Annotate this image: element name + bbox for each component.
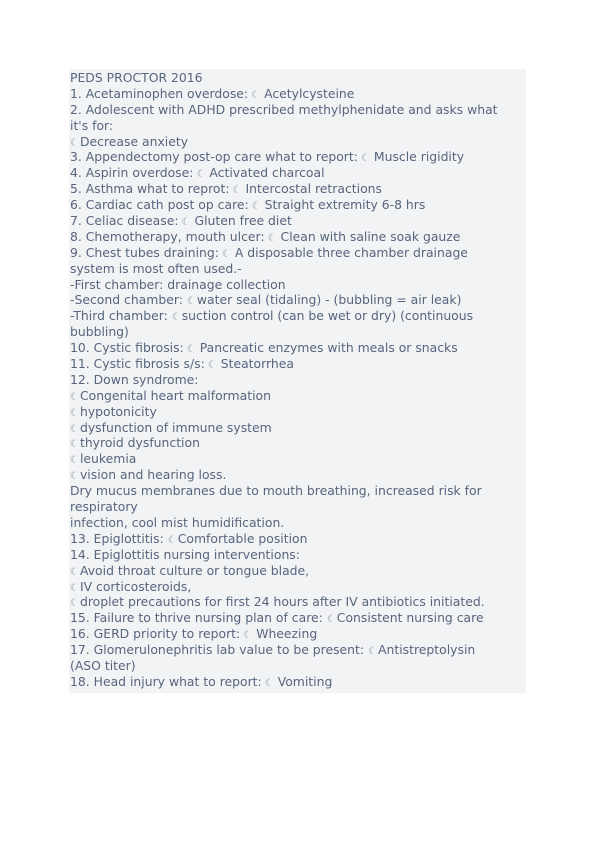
note-line <box>70 579 526 595</box>
note-line <box>70 197 526 213</box>
note-text: 1. Acetaminophen overdose: <box>70 85 249 101</box>
moon-bullet-icon: ☾ <box>360 153 370 165</box>
moon-bullet-icon: ☾ <box>264 677 274 689</box>
moon-bullet-icon: ☾ <box>70 423 79 435</box>
note-line <box>70 451 526 467</box>
note-answer: IV corticosteroids, <box>79 578 192 594</box>
moon-bullet-icon: ☾ <box>70 471 79 483</box>
note-answer: Comfortable position <box>177 530 308 546</box>
note-text: 13. Epiglottitis: <box>70 530 164 546</box>
note-text: 6. Cardiac cath post op care: <box>70 197 249 213</box>
note-text: 7. Celiac disease: <box>70 213 179 229</box>
note-line <box>70 610 526 626</box>
note-answer: Intercostal retractions <box>245 181 382 197</box>
note-line <box>70 277 526 293</box>
moon-bullet-icon: ☾ <box>70 566 79 578</box>
note-answer: Muscle rigidity <box>373 149 465 165</box>
note-answer: vision and hearing loss. <box>79 467 227 483</box>
note-text: bubbling) <box>70 324 129 340</box>
note-line <box>70 674 526 690</box>
moon-bullet-icon: ☾ <box>70 137 79 149</box>
moon-bullet-icon: ☾ <box>196 169 206 181</box>
note-text: Dry mucus membranes due to mouth breathing, increased risk for <box>70 483 482 499</box>
note-line <box>70 340 526 356</box>
note-line <box>70 165 526 181</box>
note-line <box>70 86 526 102</box>
note-answer: Clean with saline soak gauze <box>280 228 461 244</box>
note-text: 10. Cystic fibrosis: <box>70 340 184 356</box>
note-line <box>70 626 526 642</box>
note-answer: droplet precautions for first 24 hours after IV antibiotics initiated. <box>79 594 485 610</box>
moon-bullet-icon: ☾ <box>267 232 277 244</box>
note-text: -Third chamber: <box>70 308 168 324</box>
note-answer: hypotonicity <box>79 403 157 419</box>
note-line <box>70 499 526 515</box>
note-answer: Vomiting <box>277 673 333 689</box>
note-line <box>70 642 526 658</box>
note-answer: Gluten free diet <box>194 213 292 229</box>
note-line <box>70 102 526 118</box>
moon-bullet-icon: ☾ <box>186 296 196 308</box>
moon-bullet-icon: ☾ <box>221 248 231 260</box>
note-text: 12. Down syndrome: <box>70 371 199 387</box>
note-line <box>70 134 526 150</box>
note-text: 9. Chest tubes draining: <box>70 244 219 260</box>
note-text: 15. Failure to thrive nursing plan of care: <box>70 610 323 626</box>
note-line <box>70 356 526 372</box>
note-answer: Decrease anxiety <box>79 133 189 149</box>
note-line <box>70 531 526 547</box>
note-line <box>70 308 526 324</box>
note-text: 2. Adolescent with ADHD prescribed methylphenidate and asks what <box>70 101 498 117</box>
note-line <box>70 515 526 531</box>
note-answer: water seal (tidaling) - (bubbling = air leak) <box>196 292 462 308</box>
note-line <box>70 181 526 197</box>
note-line <box>70 547 526 563</box>
note-text: 4. Aspirin overdose: <box>70 165 194 181</box>
note-line <box>70 261 526 277</box>
note-line <box>70 594 526 610</box>
note-answer: thyroid dysfunction <box>79 435 200 451</box>
note-answer: Avoid throat culture or tongue blade, <box>79 562 310 578</box>
note-line <box>70 372 526 388</box>
moon-bullet-icon: ☾ <box>243 630 253 642</box>
note-line <box>70 404 526 420</box>
moon-bullet-icon: ☾ <box>181 217 191 229</box>
note-text: system is most often used.- <box>70 260 242 276</box>
note-line <box>70 229 526 245</box>
note-line <box>70 563 526 579</box>
note-answer: Congenital heart malformation <box>79 387 271 403</box>
moon-bullet-icon: ☾ <box>368 646 378 658</box>
note-line <box>70 658 526 674</box>
note-line <box>70 388 526 404</box>
moon-bullet-icon: ☾ <box>207 360 217 372</box>
study-notes <box>69 69 526 693</box>
note-text: 18. Head injury what to report: <box>70 673 262 689</box>
note-line <box>70 483 526 499</box>
notes-lines <box>70 86 526 690</box>
note-answer: suction control (can be wet or dry) (continuous <box>181 308 474 324</box>
note-answer: Acetylcysteine <box>264 85 355 101</box>
note-answer: Consistent nursing care <box>336 610 484 626</box>
moon-bullet-icon: ☾ <box>326 614 336 626</box>
note-line <box>70 420 526 436</box>
note-line <box>70 324 526 340</box>
note-answer: Steatorrhea <box>220 356 294 372</box>
note-answer: A disposable three chamber drainage <box>234 244 468 260</box>
note-text: (ASO titer) <box>70 657 136 673</box>
note-text: 16. GERD priority to report: <box>70 626 241 642</box>
note-text: infection, cool mist humidification. <box>70 514 285 530</box>
note-line <box>70 467 526 483</box>
note-text: 17. Glomerulonephritis lab value to be present: <box>70 642 365 658</box>
moon-bullet-icon: ☾ <box>70 439 79 451</box>
note-answer: Pancreatic enzymes with meals or snacks <box>199 340 458 356</box>
note-line <box>70 245 526 261</box>
moon-bullet-icon: ☾ <box>251 89 261 101</box>
note-answer: leukemia <box>79 451 137 467</box>
moon-bullet-icon: ☾ <box>232 185 242 197</box>
note-text: 14. Epiglottitis nursing interventions: <box>70 546 300 562</box>
note-line <box>70 118 526 134</box>
moon-bullet-icon: ☾ <box>70 407 79 419</box>
note-text: 8. Chemotherapy, mouth ulcer: <box>70 228 265 244</box>
note-answer: Wheezing <box>256 626 318 642</box>
moon-bullet-icon: ☾ <box>70 582 79 594</box>
note-text: 11. Cystic fibrosis s/s: <box>70 356 205 372</box>
moon-bullet-icon: ☾ <box>251 201 261 213</box>
note-answer: Antistreptolysin <box>378 642 476 658</box>
document-title: PEDS PROCTOR 2016 <box>70 70 203 85</box>
moon-bullet-icon: ☾ <box>167 534 177 546</box>
moon-bullet-icon: ☾ <box>171 312 181 324</box>
note-line <box>70 149 526 165</box>
note-text: -Second chamber: <box>70 292 183 308</box>
note-answer: Activated charcoal <box>209 165 325 181</box>
moon-bullet-icon: ☾ <box>70 598 79 610</box>
moon-bullet-icon: ☾ <box>70 455 79 467</box>
note-text: 3. Appendectomy post-op care what to report: <box>70 149 358 165</box>
note-line <box>70 435 526 451</box>
note-text: respiratory <box>70 499 138 515</box>
note-line <box>70 292 526 308</box>
note-text: it's for: <box>70 117 114 133</box>
moon-bullet-icon: ☾ <box>70 391 79 403</box>
note-text: 5. Asthma what to reprot: <box>70 181 230 197</box>
note-answer: dysfunction of immune system <box>79 419 272 435</box>
note-line <box>70 213 526 229</box>
note-answer: Straight extremity 6-8 hrs <box>264 197 426 213</box>
moon-bullet-icon: ☾ <box>186 344 196 356</box>
note-text: -First chamber: drainage collection <box>70 276 286 292</box>
